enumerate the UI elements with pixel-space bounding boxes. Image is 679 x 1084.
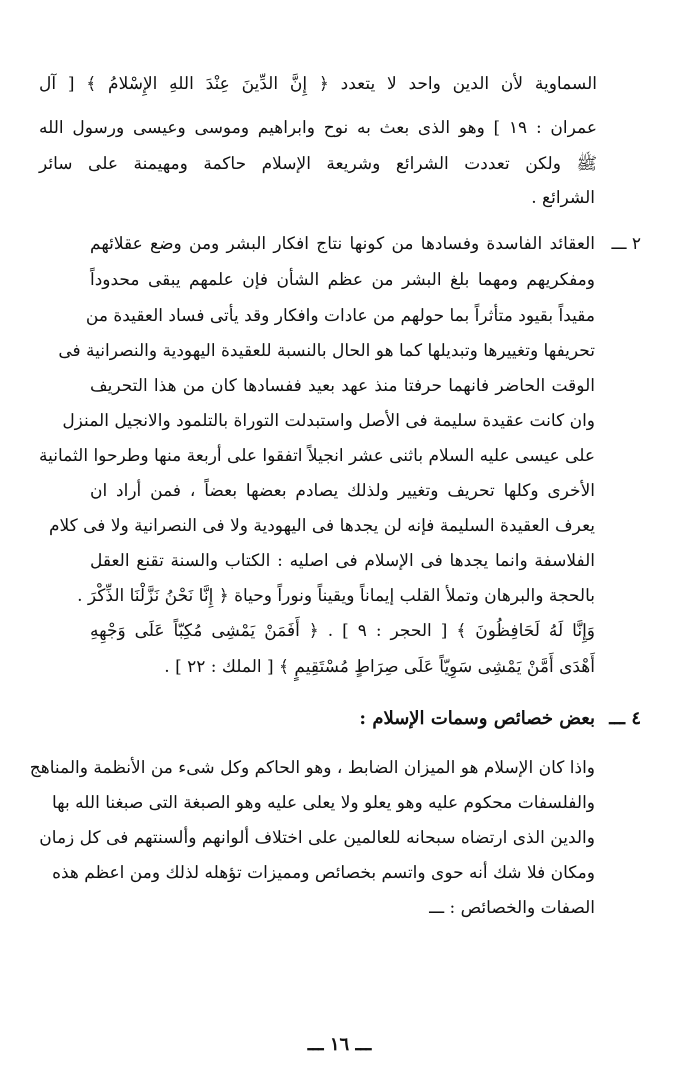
text-line: بالحجة والبرهان وتملأ القلب إيماناً ويقيناً ونوراً وحياة ﴿ إِنَّا نَحْنُ نَزَّلْنَا الذِّكْرَ . bbox=[77, 586, 595, 606]
section-number: ٤ ـــ bbox=[609, 708, 641, 729]
text-line: العقائد الفاسدة وفسادها من كونها نتاج افكار البشر ومن وضع عقلائهم bbox=[90, 234, 595, 254]
text-line: على عيسى عليه السلام باثنى عشر انجيلاً اتفقوا على أربعة منها وطرحوا الثمانية bbox=[39, 446, 595, 466]
text-line: واذا كان الإسلام هو الميزان الضابط ، وهو الحاكم وكل شىء من الأنظمة والمناهج bbox=[29, 758, 595, 778]
text-line: ﷺ ولكن تعددت الشرائع وشريعة الإسلام حاكمة ومهيمنة على سائر bbox=[39, 154, 597, 174]
text-line: الصفات والخصائص : ـــ bbox=[429, 898, 595, 918]
text-line: وَإِنَّا لَهُ لَحَافِظُونَ ﴾ [ الحجر : ٩ ] . ﴿ أَفَمَنْ يَمْشِى مُكِبّاً عَلَى وَجْهِهِ bbox=[90, 621, 596, 641]
text-line: الفلاسفة وانما يجدها فى الإسلام فى اصليه : الكتاب والسنة تقنع العقل bbox=[90, 551, 595, 571]
text-line: ومفكريهم ومهما بلغ البشر من عظم الشأن فإن علمهم يبقى محدوداً bbox=[90, 270, 595, 290]
text-line: والفلسفات محكوم عليه وهو يعلو ولا يعلى عليه وهو الصبغة التى صبغنا الله بها bbox=[52, 793, 595, 813]
text-line: عمران : ١٩ ] وهو الذى بعث به نوح وابراهيم وموسى وعيسى ورسول الله bbox=[39, 118, 597, 138]
text-line: ومكان فلا شك أنه حوى واتسم بخصائص ومميزات تؤهله لذلك ومن اعظم هذه bbox=[52, 863, 595, 883]
text-line: والدين الذى ارتضاه سبحانه للعالمين على اختلاف ألوانهم وألسنتهم فى كل زمان bbox=[39, 828, 595, 848]
page-number: ـــ ١٦ ـــ bbox=[307, 1034, 372, 1055]
text-line: مقيداً بقيود متأثراً بما حولهم من عادات وافكار وقد يأتى فساد العقيدة من bbox=[85, 306, 595, 326]
section-heading: بعض خصائص وسمات الإسلام : bbox=[359, 708, 595, 729]
text-line: الوقت الحاضر فانهما حرفتا منذ عهد بعيد ففسادها كان من هذا التحريف bbox=[90, 376, 595, 396]
text-line: وان كانت عقيدة سليمة فى الأصل واستبدلت التوراة بالتلمود والانجيل المنزل bbox=[62, 411, 595, 431]
text-line: تحريفها وتغييرها وتبديلها كما هو الحال بالنسبة للعقيدة اليهودية والنصرانية فى bbox=[58, 341, 595, 361]
text-line: الأخرى وكلها تحريف وتغيير ولذلك يصادم بعضها بعضاً ، فمن أراد ان bbox=[90, 481, 595, 501]
text-line: يعرف العقيدة السليمة فإنه لن يجدها فى اليهودية ولا فى النصرانية ولا فى كلام bbox=[48, 516, 595, 536]
item-number: ٢ ـــ bbox=[611, 234, 641, 254]
text-line: الشرائع . bbox=[531, 188, 595, 208]
text-line: أَهْدَى أَمَّنْ يَمْشِى سَوِيّاً عَلَى صِرَاطٍ مُسْتَقِيمٍ ﴾ [ الملك : ٢٢ ] . bbox=[164, 657, 595, 677]
text-line: السماوية لأن الدين واحد لا يتعدد ﴿ إِنَّ الدِّينَ عِنْدَ اللهِ الإِسْلامُ ﴾ [ آل bbox=[39, 74, 597, 94]
